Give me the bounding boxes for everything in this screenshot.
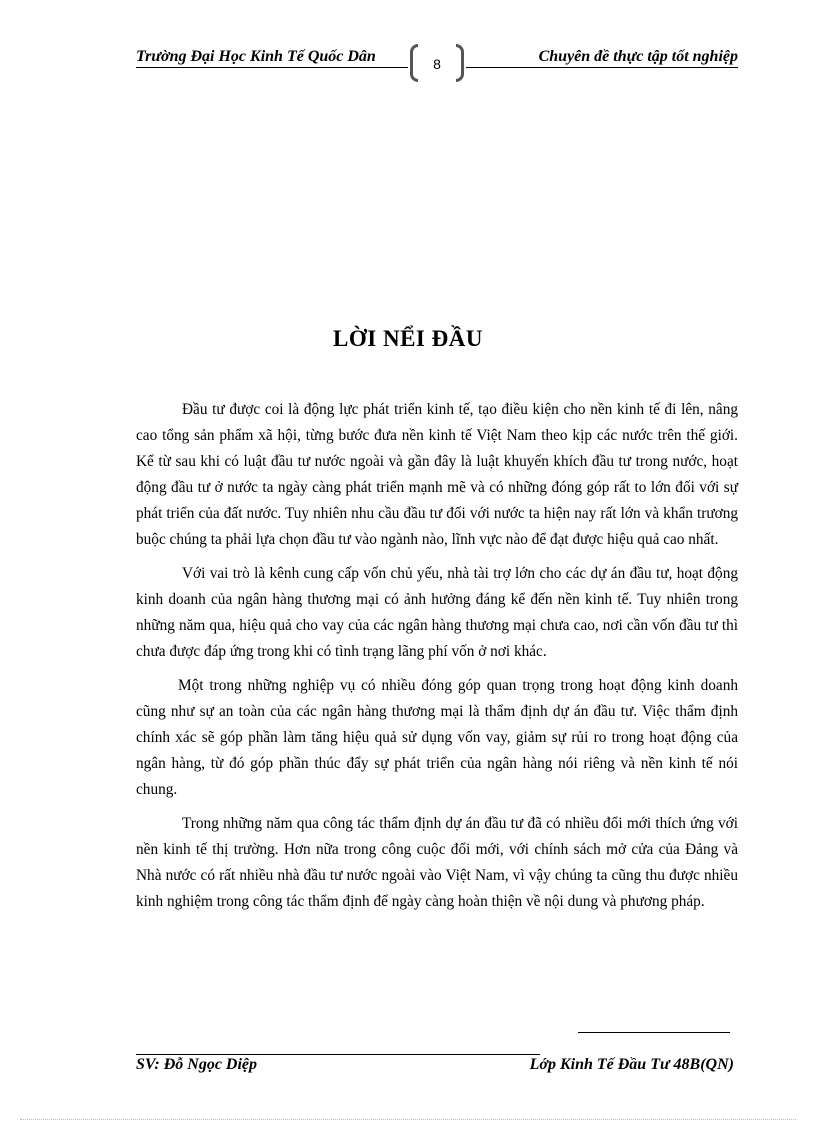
page-number-box (408, 42, 466, 80)
paragraph: Với vai trò là kênh cung cấp vốn chủ yếu, nhà tài trợ lớn cho các dự án đầu tư, hoạt động kinh doanh của ngân hàng thương mại có ảnh hưởng đáng kể đến nền kinh tế. Tuy nhiên trong những năm qua, hiệu quả cho vay của các ngân hàng thương mại chưa cao, nơi cần vốn đầu tư thì chưa được đáp ứng trong khi có tình trạng lãng phí vốn ở nơi khác. (136, 565, 738, 660)
footer-student-name: SV: Đỗ Ngọc Diệp (136, 1056, 258, 1073)
document-body (136, 397, 738, 923)
paragraph: Đầu tư được coi là động lực phát triển kinh tế, tạo điều kiện cho nền kinh tế đi lên, nâng cao tổng sản phẩm xã hội, từng bước đưa nền kinh tế Việt Nam theo kịp các nước trên thế giới. Kể từ sau khi có luật đầu tư nước ngoài và gần đây là luật khuyến khích đầu tư trong nước, hoạt động đầu tư ở nước ta ngày càng phát triển mạnh mẽ và có những đóng góp rất to lớn đối với sự phát triển của đất nước. Tuy nhiên nhu cầu đầu tư đối với nước ta hiện nay rất lớn và khẩn trương buộc chúng ta phải lựa chọn đầu tư vào ngành nào, lĩnh vực nào để đạt được hiệu quả cao nhất. (136, 401, 738, 548)
page-title: LỜI NỂI ĐẦU (333, 326, 483, 351)
page-number: 8 (433, 56, 441, 72)
paragraph: Một trong những nghiệp vụ có nhiều đóng góp quan trọng trong hoạt động kinh doanh cũng như sự an toàn của các ngân hàng thương mại là thẩm định dự án đầu tư. Việc thẩm định chính xác sẽ góp phần làm tăng hiệu quả sử dụng vốn vay, giảm sự rủi ro trong hoạt động của ngân hàng, từ đó góp phần thúc đẩy sự phát triển của ngân hàng nói riêng và nền kinh tế nói chung. (136, 677, 738, 798)
footer-class-name: Lớp Kinh Tế Đầu Tư 48B(QN) (529, 1056, 734, 1073)
footnote-separator (578, 1032, 730, 1033)
footer-rule (136, 1054, 540, 1055)
page-header (136, 42, 738, 82)
header-document-type: Chuyên đề thực tập tốt nghiệp (538, 48, 738, 65)
header-university: Trường Đại Học Kinh Tế Quốc Dân (136, 48, 376, 65)
right-bracket-icon (456, 44, 464, 82)
paragraph: Trong những năm qua công tác thẩm định dự án đầu tư đã có nhiều đổi mới thích ứng với nền kinh tế thị trường. Hơn nữa trong công cuộc đổi mới, với chính sách mở cửa của Đảng và Nhà nước có rất nhiều nhà đầu tư nước ngoài vào Việt Nam, vì vậy chúng ta cũng thu được nhiều kinh nghiệm trong công tác thẩm định để ngày càng hoàn thiện về nội dung và phương pháp. (136, 815, 738, 910)
page-bottom-edge (20, 1119, 796, 1120)
